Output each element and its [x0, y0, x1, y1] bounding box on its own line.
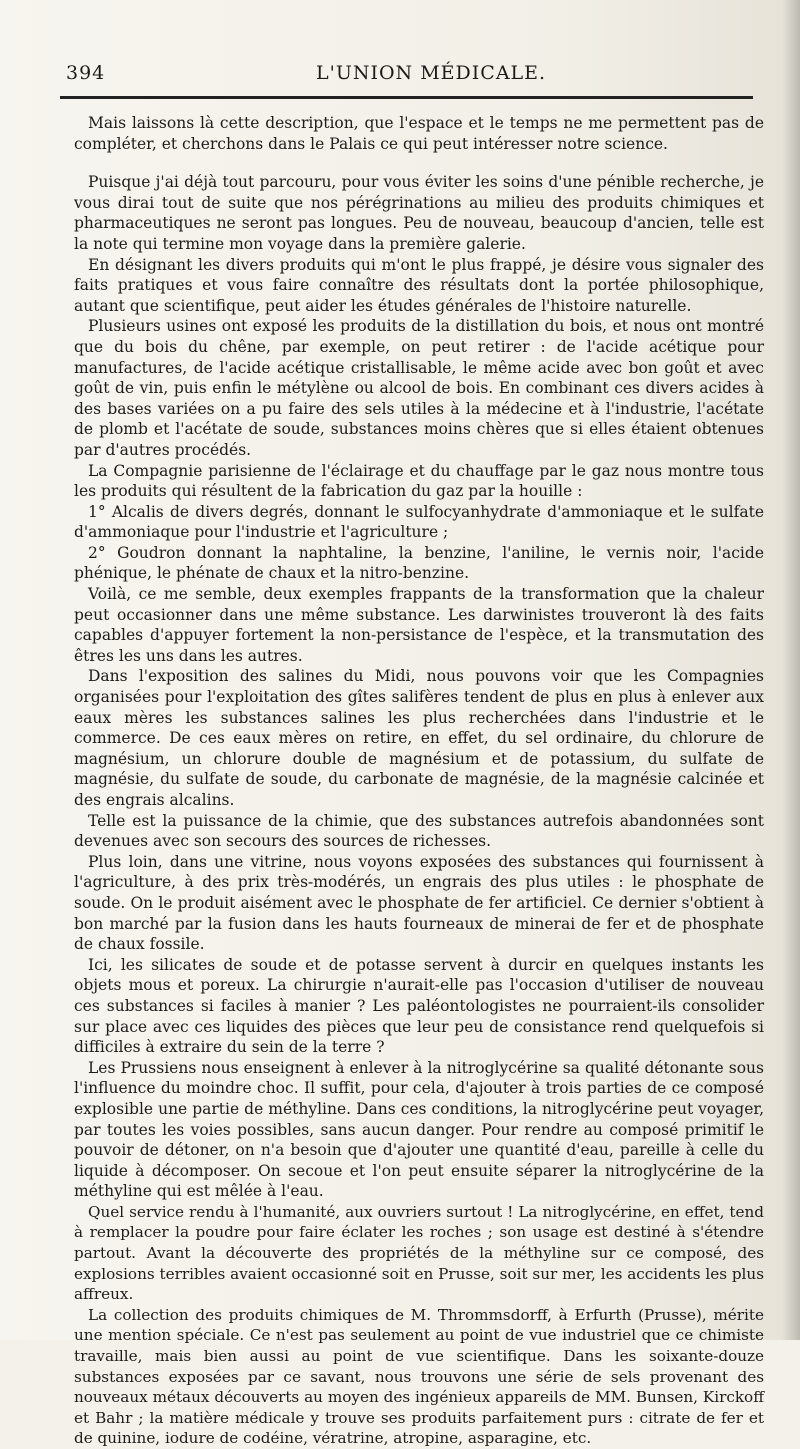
paragraph: En désignant les divers produits qui m'ont le plus frappé, je désire vous signaler des faits pratiques et vous faire connaître des résultats dont la portée philosophique, autant que scientifique, peut aider les études générales de l'histoire naturelle. — [74, 255, 764, 315]
list-item: 2° Goudron donnant la naphtaline, la benzine, l'aniline, le vernis noir, l'acide phénique, le phénate de chaux et la nitro-benzine. — [74, 543, 764, 583]
paragraph: Telle est la puissance de la chimie, que des substances autrefois abandonnées sont devenues avec son secours des sources de richesses. — [74, 811, 764, 851]
paragraph: Puisque j'ai déjà tout parcouru, pour vous éviter les soins d'une pénible recherche, je vous dirai tout de suite que nos pérégrinations au milieu des produits chimiques et pharmaceutiques ne seront pas longues. Peu de nouveau, beaucoup d'ancien, telle est la note qui termine mon voyage dans la première galerie. — [74, 173, 764, 253]
paragraph: Quel service rendu à l'humanité, aux ouvriers surtout ! La nitroglycérine, en effet, tend à remplacer la poudre pour faire éclater les roches ; son usage est destiné à s'étendre partout. Avant la découverte des propriétés de la méthyline sur ce composé, des explosions terribles avaient occasionné soit en Prusse, soit sur mer, les accidents les plus affreux. — [74, 1202, 764, 1304]
list-item: 1° Alcalis de divers degrés, donnant le sulfocyanhydrate d'ammoniaque et le sulfate d'ammoniaque pour l'industrie et l'agriculture ; — [74, 502, 764, 542]
paragraph: Plusieurs usines ont exposé les produits de la distillation du bois, et nous ont montré que du bois du chêne, par exemple, on peut retirer : de l'acide acétique pour manufactures, de l'acide acétique cristallisable, le même acide avec bon goût et avec goût de vin, puis enfin le métylène ou alcool de bois. En combinant ces divers acides à des bases variées on a pu faire des sels utiles à la médecine et à l'industrie, l'acétate de plomb et l'acétate de soude, substances moins chères que si elles étaient obtenues par d'autres procédés. — [74, 317, 764, 459]
paragraph: Plus loin, dans une vitrine, nous voyons exposées des substances qui fournissent à l'agriculture, à des prix très-modérés, un engrais des plus utiles : le phosphate de soude. On le produit aisément avec le phosphate de fer artificiel. Ce dernier s'obtient à bon marché par la fusion dans les hauts fourneaux de minerai de fer et de phosphate de chaux fossile. — [74, 852, 764, 954]
paragraph: Ici, les silicates de soude et de potasse servent à durcir en quelques instants les objets mous et poreux. La chirurgie n'aurait-elle pas l'occasion d'utiliser de nouveau ces substances si faciles à manier ? Les paléontologistes ne pourraient-ils consolider sur place avec ces liquides des pièces que leur peu de consistance rend quelquefois si difficiles à extraire du sein de la terre ? — [74, 955, 764, 1057]
paragraph: Voilà, ce me semble, deux exemples frappants de la transformation que la chaleur peut occasionner dans une même substance. Les darwinistes trouveront là des faits capables d'appuyer fortement la non-persistance de l'espèce, et la transmutation des êtres les uns dans les autres. — [74, 585, 764, 665]
header-rule — [60, 96, 753, 99]
page-header — [66, 62, 756, 88]
paragraph: La Compagnie parisienne de l'éclairage et du chauffage par le gaz nous montre tous les produits qui résultent de la fabrication du gaz par la houille : — [74, 461, 764, 501]
paragraph: La collection des produits chimiques de M. Thrommsdorff, à Erfurth (Prusse), mérite une mention spéciale. Ce n'est pas seulement au point de vue industriel que ce chimiste travaille, mais bien aussi au point de vue scientifique. Dans les soixante-douze substances exposées par ce savant, nous trouvons une série de sels provenant des nouveaux métaux découverts au moyen des ingénieux appareils de MM. Bunsen, Kirckoff et Bahr ; la matière médicale y trouve ses produits parfaitement purs : citrate de fer et de quinine, iodure de codéine, vératrine, atropine, asparagine, etc. — [74, 1305, 764, 1448]
paragraph: Les Prussiens nous enseignent à enlever à la nitroglycérine sa qualité détonante sous l'influence du moindre choc. Il suffit, pour cela, d'ajouter à trois parties de ce composé explosible une partie de méthyline. Dans ces conditions, la nitroglycérine peut voyager, par toutes les voies possibles, sans aucun danger. Pour rendre au composé primitif le pouvoir de détoner, on n'a besoin que d'ajouter une quantité d'eau, pareille à celle du liquide à décomposer. On secoue et l'on peut ensuite séparer la nitroglycérine de la méthyline qui est mêlée à l'eau. — [74, 1058, 764, 1201]
paragraph: Mais laissons là cette description, que l'espace et le temps ne me permettent pas de compléter, et cherchons dans le Palais ce qui peut intéresser notre science. — [74, 114, 764, 153]
page-edge-shadow — [782, 0, 800, 1340]
article-body — [74, 113, 764, 1449]
page-number: 394 — [66, 62, 106, 84]
paragraph: Dans l'exposition des salines du Midi, nous pouvons voir que les Compagnies organisées pour l'exploitation des gîtes salifères tendent de plus en plus à enlever aux eaux mères les substances salines les plus recherchées dans l'industrie et le commerce. De ces eaux mères on retire, en effet, du sel ordinaire, du chlorure de magnésium, un chlorure double de magnésium et de potassium, du sulfate de magnésie, du sulfate de soude, du carbonate de magnésie, de la magnésie calcinée et des engrais alcalins. — [74, 667, 764, 809]
running-title: L'UNION MÉDICALE. — [316, 62, 547, 84]
